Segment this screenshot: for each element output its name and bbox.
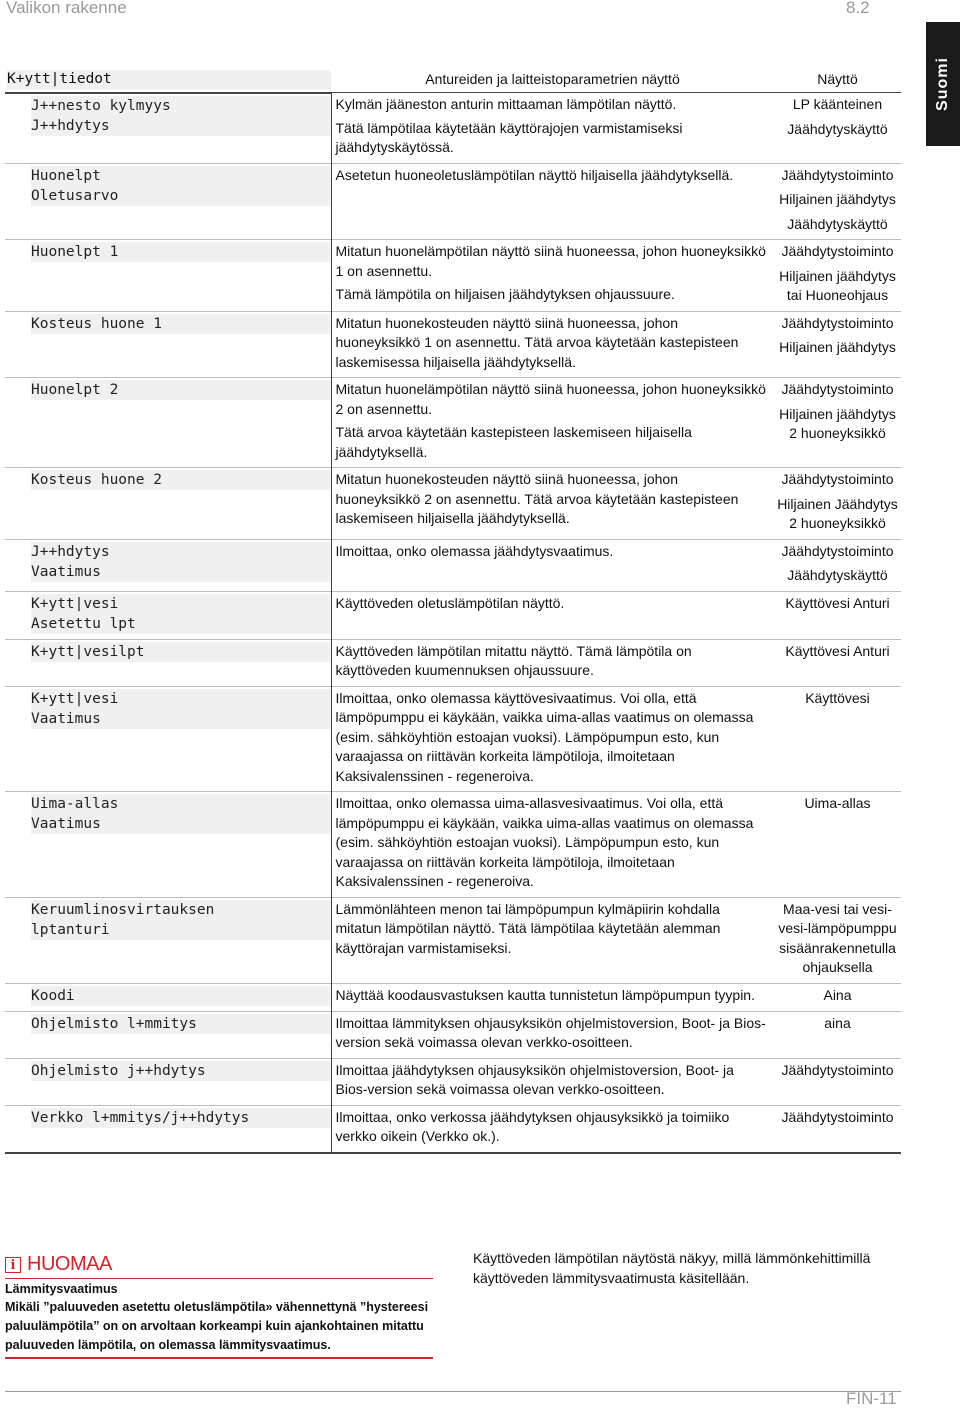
description-cell bbox=[331, 311, 774, 378]
display-condition: Jäähdytystoiminto bbox=[781, 243, 894, 259]
menu-item-cell bbox=[5, 591, 331, 639]
menu-item-cell bbox=[5, 639, 331, 686]
side-note: Käyttöveden lämpötilan näytöstä näkyy, millä lämmönkehittimillä käyttöveden lämmitysvaatimusta käsitellään. bbox=[473, 1250, 871, 1286]
menu-item-cell bbox=[5, 378, 331, 468]
display-cell bbox=[774, 468, 901, 540]
table-row bbox=[5, 1011, 901, 1058]
menu-item-label: Ohjelmisto l+mmitys bbox=[31, 1014, 331, 1034]
section-title: Valikon rakenne bbox=[6, 0, 127, 17]
description-text: Ilmoittaa jäähdytyksen ohjausyksikön ohjelmistoversion, Boot- ja Bios-version sekä voimassa olevan verkko-osoitteen. bbox=[335, 1061, 734, 1097]
description-text: Asetetun huoneoletuslämpötilan näyttö hiljaisella jäähdytyksellä. bbox=[335, 166, 734, 183]
menu-item-cell bbox=[5, 1011, 331, 1058]
menu-item-cell bbox=[5, 983, 331, 1011]
display-condition: Jäähdytystoiminto bbox=[781, 381, 894, 397]
description-cell bbox=[331, 93, 774, 164]
menu-item-label: J++hdytys Vaatimus bbox=[31, 542, 331, 582]
description-cell bbox=[331, 1011, 774, 1058]
display-condition: aina bbox=[824, 1014, 851, 1031]
menu-item-label: K+ytt|vesi Vaatimus bbox=[31, 689, 331, 729]
display-condition: Jäähdytyskäyttö bbox=[787, 567, 888, 583]
menu-item-label: Uima-allas Vaatimus bbox=[31, 794, 331, 834]
display-condition: Jäähdytystoiminto bbox=[781, 1108, 894, 1125]
table-row bbox=[5, 163, 901, 240]
description-text: Mitatun huonelämpötilan näyttö siinä huoneessa, johon huoneyksikkö 1 on asennettu. bbox=[335, 243, 766, 279]
display-condition: Jäähdytyskäyttö bbox=[787, 120, 888, 137]
table-row bbox=[5, 983, 901, 1011]
table-row bbox=[5, 468, 901, 540]
display-condition: Jäähdytystoiminto bbox=[781, 542, 894, 559]
menu-item-cell bbox=[5, 468, 331, 540]
display-cell bbox=[774, 240, 901, 312]
header-display: Näyttö bbox=[774, 67, 901, 93]
display-condition: Jäähdytystoiminto bbox=[781, 166, 894, 183]
display-condition: Hiljainen jäähdytys tai Huoneohjaus bbox=[779, 267, 896, 303]
description-text: Mitatun huonekosteuden näyttö siinä huoneessa, johon huoneyksikkö 2 on asennettu. Tätä arvoa käytetään kastepisteen laskemiseen hiljaisella jäähdytyksellä. bbox=[335, 471, 739, 526]
header-menu-item-text: K+ytt|tiedot bbox=[7, 70, 331, 90]
description-text: Mitatun huonelämpötilan näyttö siinä huoneessa, johon huoneyksikkö 2 on asennettu. bbox=[335, 381, 766, 417]
display-cell bbox=[774, 639, 901, 686]
description-text: Ilmoittaa, onko olemassa jäähdytysvaatimus. bbox=[335, 542, 614, 559]
menu-item-label: Keruumlinosvirtauksen lptanturi bbox=[31, 900, 331, 940]
description-text: Ilmoittaa, onko olemassa uima-allasvesivaatimus. Voi olla, että lämpöpumppu ei käykään, vaikka uima-allas vaatimus on olemassa (esim. sähköyhtiön estoajan vuoksi). Lämpöpumpun esto, kun varaajassa on riittävän korkeita lämpötiloja, ilmoitetaan Kaksivalenssinen - regeneroiva. bbox=[335, 795, 754, 889]
note-box bbox=[5, 1253, 433, 1359]
language-tab-label: Suomi bbox=[934, 57, 951, 111]
description-cell bbox=[331, 897, 774, 983]
display-condition: Maa-vesi tai vesi-vesi-lämpöpumppu sisäänrakennetulla ohjauksella bbox=[778, 900, 897, 975]
note-title: HUOMAA bbox=[27, 1253, 112, 1275]
header-description: Antureiden ja laitteistoparametrien näyttö bbox=[331, 67, 774, 93]
table-row bbox=[5, 311, 901, 378]
display-condition: LP käänteinen bbox=[792, 96, 883, 112]
menu-item-cell bbox=[5, 1058, 331, 1105]
display-condition: Jäähdytyskäyttö bbox=[787, 215, 888, 232]
display-cell bbox=[774, 378, 901, 468]
display-cell bbox=[774, 686, 901, 792]
table-row bbox=[5, 378, 901, 468]
table-row bbox=[5, 639, 901, 686]
description-cell bbox=[331, 1058, 774, 1105]
page-number: FIN-11 bbox=[846, 1389, 897, 1408]
description-text: Ilmoittaa, onko verkossa jäähdytyksen ohjausyksikkö ja toimiiko verkko oikein (Verkko ok.). bbox=[335, 1108, 730, 1144]
table-row bbox=[5, 93, 901, 164]
display-cell bbox=[774, 897, 901, 983]
display-cell bbox=[774, 1105, 901, 1153]
menu-item-cell bbox=[5, 686, 331, 792]
description-text: Tätä arvoa käytetään kastepisteen laskemiseen hiljaisella jäähdytyksellä. bbox=[335, 424, 692, 460]
description-cell bbox=[331, 378, 774, 468]
menu-item-cell bbox=[5, 163, 331, 240]
display-cell bbox=[774, 311, 901, 378]
description-cell bbox=[331, 1105, 774, 1153]
display-cell bbox=[774, 539, 901, 591]
menu-item-label: Ohjelmisto j++hdytys bbox=[31, 1061, 331, 1081]
table-header-row bbox=[5, 67, 901, 93]
menu-item-label: Huonelpt 1 bbox=[31, 242, 331, 262]
display-condition: Jäähdytystoiminto bbox=[781, 314, 894, 331]
description-text: Ilmoittaa, onko olemassa käyttövesivaatimus. Voi olla, että lämpöpumppu ei käykään, vaikka uima-allas vaatimus on olemassa (esim. sähköyhtiön estoajan vuoksi). Lämpöpumpun esto, kun varaajassa on riittävän korkeita lämpötiloja, ilmoitetaan Kaksivalenssinen - regeneroiva. bbox=[335, 689, 754, 784]
display-cell bbox=[774, 591, 901, 639]
footer-divider bbox=[5, 1391, 901, 1392]
display-condition: Aina bbox=[823, 986, 852, 1003]
display-condition: Hiljainen Jäähdytys 2 huoneyksikkö bbox=[777, 495, 898, 531]
language-tab bbox=[926, 22, 960, 146]
menu-item-cell bbox=[5, 311, 331, 378]
description-cell bbox=[331, 468, 774, 540]
table-row bbox=[5, 792, 901, 898]
menu-item-label: Verkko l+mmitys/j++hdytys bbox=[31, 1108, 331, 1128]
menu-item-label: Koodi bbox=[31, 986, 331, 1006]
description-cell bbox=[331, 686, 774, 792]
display-condition: Hiljainen jäähdytys bbox=[779, 339, 896, 355]
description-text: Tätä lämpötilaa käytetään käyttörajojen varmistamiseksi jäähdytyskäytössä. bbox=[335, 119, 683, 155]
display-condition: Käyttövesi bbox=[805, 689, 870, 706]
description-text: Käyttöveden oletuslämpötilan näyttö. bbox=[335, 594, 565, 611]
display-cell bbox=[774, 1058, 901, 1105]
menu-item-cell bbox=[5, 897, 331, 983]
table-row bbox=[5, 1058, 901, 1105]
menu-item-cell bbox=[5, 792, 331, 898]
display-condition: Hiljainen jäähdytys 2 huoneyksikkö bbox=[779, 405, 896, 441]
description-cell bbox=[331, 792, 774, 898]
description-text: Kylmän jääneston anturin mittaaman lämpötilan näyttö. bbox=[335, 96, 677, 112]
note-header bbox=[5, 1253, 433, 1279]
display-cell bbox=[774, 1011, 901, 1058]
menu-item-label: Huonelpt Oletusarvo bbox=[31, 166, 331, 206]
description-cell bbox=[331, 163, 774, 240]
table-row bbox=[5, 1105, 901, 1153]
description-cell bbox=[331, 240, 774, 312]
parameter-table bbox=[5, 67, 901, 1154]
description-cell bbox=[331, 591, 774, 639]
table-row bbox=[5, 897, 901, 983]
display-condition: Jäähdytystoiminto bbox=[781, 471, 894, 487]
menu-item-cell bbox=[5, 93, 331, 164]
description-text: Lämmönlähteen menon tai lämpöpumpun kylmäpiirin kohdalla mitatun lämpötilan näyttö. Tätä lämpötilaa käytetään alemman käyttörajan varmistamiseksi. bbox=[335, 900, 721, 956]
display-cell bbox=[774, 93, 901, 164]
display-cell bbox=[774, 163, 901, 240]
note-subtitle: Lämmitysvaatimus bbox=[5, 1282, 118, 1296]
description-text: Ilmoittaa lämmityksen ohjausyksikön ohjelmistoversion, Boot- ja Bios-version sekä voimassa olevan verkko-osoitteen. bbox=[335, 1014, 766, 1050]
note-body: Mikäli ”paluuveden asetettu oletuslämpötila» vähennettynä ”hystereesi paluulämpötila” on on arvoltaan korkeampi kuin ajankohtainen mitattu paluuveden lämpötila, on olemassa lämmitysvaatimus. bbox=[5, 1298, 433, 1359]
display-condition: Uima-allas bbox=[804, 795, 871, 811]
table-row bbox=[5, 240, 901, 312]
menu-item-cell bbox=[5, 1105, 331, 1153]
display-condition: Käyttövesi Anturi bbox=[785, 594, 890, 611]
description-text: Mitatun huonekosteuden näyttö siinä huoneessa, johon huoneyksikkö 1 on asennettu. Tätä arvoa käytetään kastepisteen laskemisessa hiljaisella jäähdytyksellä. bbox=[335, 314, 739, 370]
info-icon: i bbox=[5, 1257, 21, 1273]
description-cell bbox=[331, 639, 774, 686]
description-cell bbox=[331, 539, 774, 591]
menu-item-cell bbox=[5, 240, 331, 312]
header-menu-item bbox=[5, 67, 331, 93]
menu-item-label: K+ytt|vesi Asetettu lpt bbox=[31, 594, 331, 634]
display-condition: Hiljainen jäähdytys bbox=[779, 191, 896, 207]
menu-item-label: K+ytt|vesilpt bbox=[31, 642, 331, 662]
description-text: Tämä lämpötila on hiljaisen jäähdytyksen ohjaussuure. bbox=[335, 286, 675, 302]
display-condition: Käyttövesi Anturi bbox=[785, 642, 890, 659]
display-cell bbox=[774, 792, 901, 898]
description-text: Käyttöveden lämpötilan mitattu näyttö. Tämä lämpötila on käyttöveden kuumennuksen ohjaussuure. bbox=[335, 642, 692, 678]
menu-item-label: J++nesto kylmyys J++hdytys bbox=[31, 96, 331, 136]
table-row bbox=[5, 591, 901, 639]
table-row bbox=[5, 539, 901, 591]
menu-item-label: Huonelpt 2 bbox=[31, 380, 331, 400]
menu-item-cell bbox=[5, 539, 331, 591]
menu-item-label: Kosteus huone 2 bbox=[31, 470, 331, 490]
menu-item-label: Kosteus huone 1 bbox=[31, 314, 331, 334]
table-row bbox=[5, 686, 901, 792]
description-text: Näyttää koodausvastuksen kautta tunnistetun lämpöpumpun tyypin. bbox=[335, 986, 755, 1003]
display-condition: Jäähdytystoiminto bbox=[781, 1061, 894, 1078]
description-cell bbox=[331, 983, 774, 1011]
section-number: 8.2 bbox=[846, 0, 870, 17]
display-cell bbox=[774, 983, 901, 1011]
